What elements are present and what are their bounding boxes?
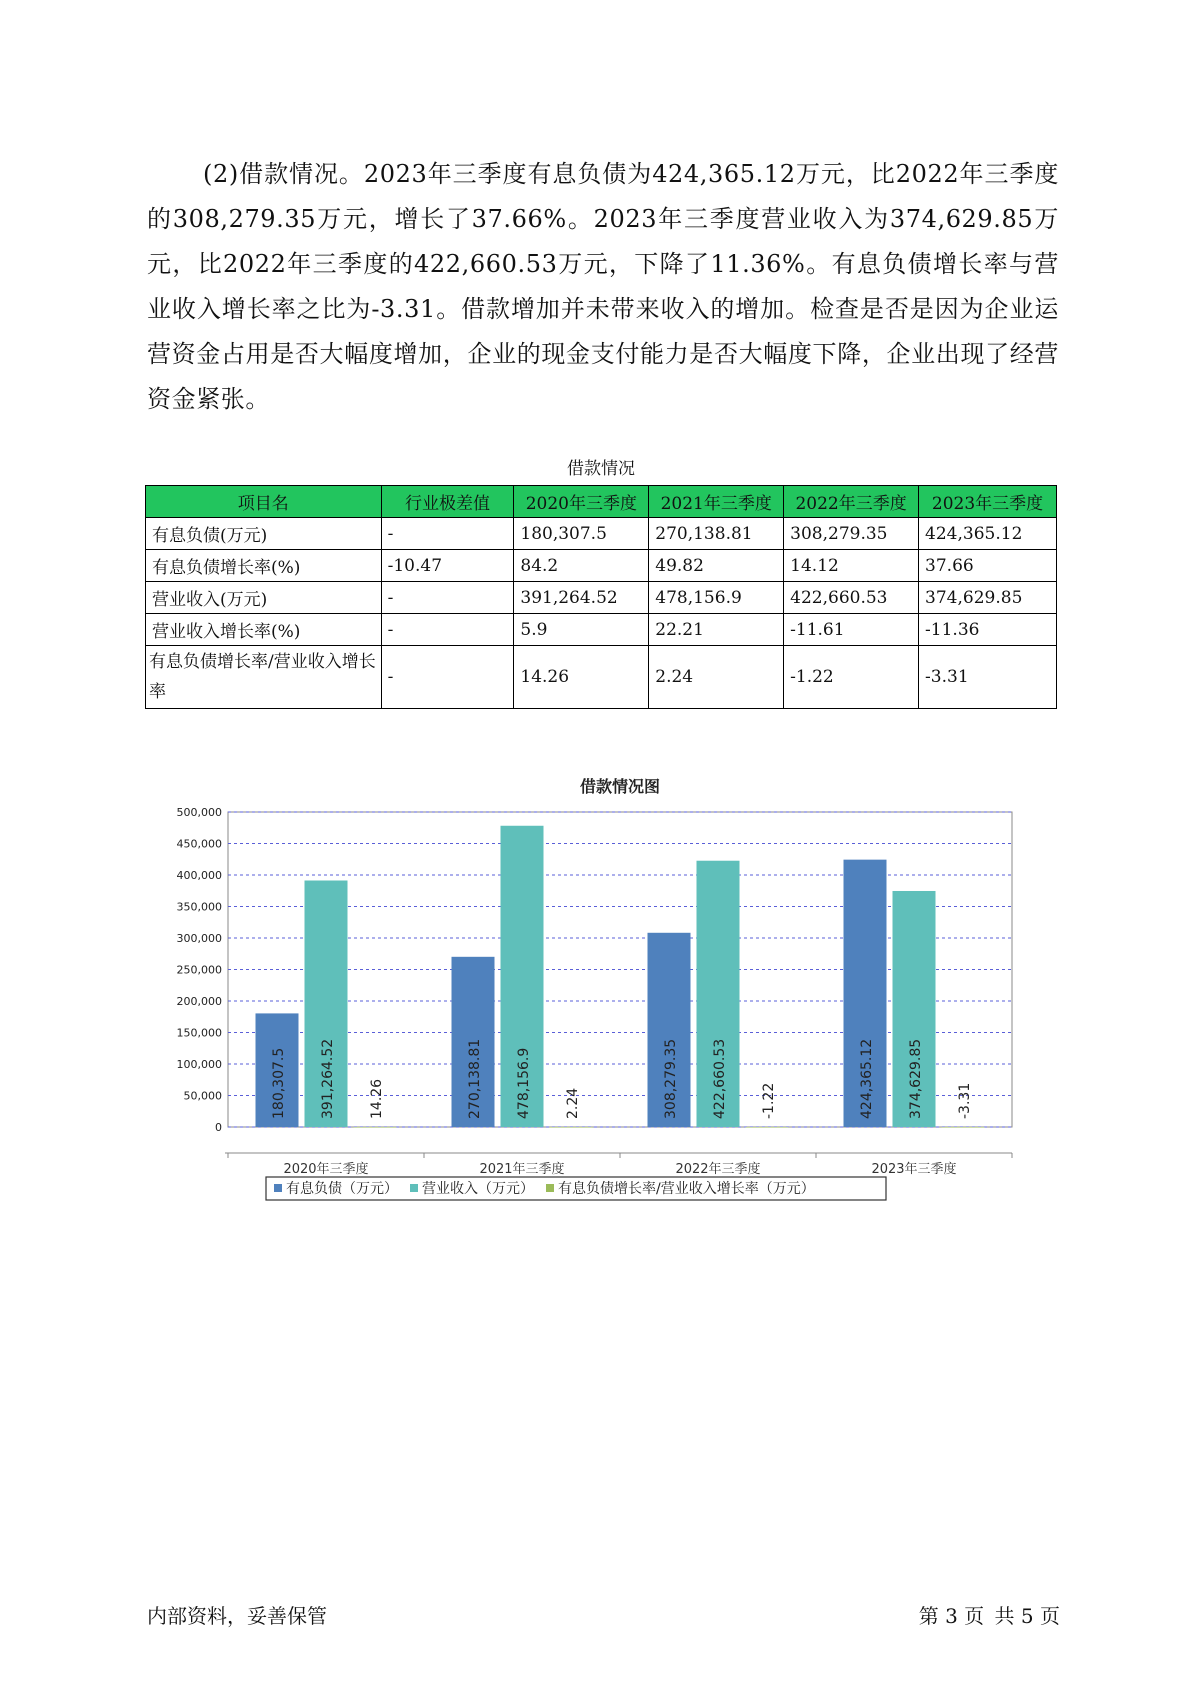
y-tick-label: 500,000 (176, 806, 222, 819)
y-tick-label: 350,000 (176, 900, 222, 914)
table-cell: 22.21 (649, 614, 784, 646)
bar (942, 1127, 985, 1128)
x-tick-label: 2023年三季度 (871, 1162, 957, 1177)
page-number: 第 3 页 (918, 1604, 985, 1628)
table-row (146, 550, 1057, 582)
table-cell: 有息负债增长率(%) (146, 550, 382, 582)
x-tick-label: 2022年三季度 (675, 1162, 761, 1177)
legend-label: 营业收入（万元） (422, 1181, 534, 1197)
header-cell: 2022年三季度 (784, 486, 919, 518)
table-cell: 49.82 (649, 550, 784, 582)
y-tick-label: 150,000 (176, 1026, 222, 1040)
data-label: -3.31 (957, 1082, 973, 1119)
table-cell: 14.12 (784, 550, 919, 582)
table-cell: 84.2 (514, 550, 649, 582)
header-cell: 行业极差值 (381, 486, 514, 518)
loan-table (145, 485, 1057, 709)
legend-swatch (410, 1184, 418, 1192)
x-tick-label: 2020年三季度 (283, 1162, 369, 1177)
footer-pagination (900, 1600, 1060, 1629)
data-label: 308,279.35 (663, 1038, 679, 1119)
legend-label: 有息负债（万元） (286, 1181, 398, 1197)
header-cell: 2023年三季度 (919, 486, 1057, 518)
table-cell: 391,264.52 (514, 582, 649, 614)
table-cell: 270,138.81 (649, 518, 784, 550)
table-row (146, 614, 1057, 646)
data-label: 424,365.12 (859, 1038, 875, 1119)
table-cell: - (381, 518, 514, 550)
legend-swatch (274, 1184, 282, 1192)
table-header-row (146, 486, 1057, 518)
table-cell: 5.9 (514, 614, 649, 646)
data-label: 14.26 (369, 1078, 385, 1119)
legend-label: 有息负债增长率/营业收入增长率（万元） (558, 1181, 815, 1197)
table-cell: -10.47 (381, 550, 514, 582)
table-cell: 308,279.35 (784, 518, 919, 550)
data-label: -1.22 (761, 1082, 777, 1119)
table-cell: 424,365.12 (919, 518, 1057, 550)
page-total: 共 5 页 (994, 1604, 1060, 1628)
y-tick-label: 100,000 (176, 1058, 222, 1071)
y-tick-label: 250,000 (176, 963, 222, 977)
data-label: 374,629.85 (908, 1038, 924, 1119)
table-cell: 营业收入增长率(%) (146, 614, 382, 646)
loan-chart-svg (150, 770, 1030, 1230)
table-cell: -1.22 (784, 646, 919, 709)
x-tick-label: 2021年三季度 (479, 1162, 565, 1177)
table-cell: - (381, 646, 514, 709)
table-cell: - (381, 582, 514, 614)
data-label: 270,138.81 (467, 1038, 483, 1119)
legend-swatch (546, 1184, 554, 1192)
table-cell: 营业收入(万元) (146, 582, 382, 614)
table-cell: -3.31 (919, 646, 1057, 709)
y-tick-label: 300,000 (176, 932, 222, 945)
data-label: 2.24 (565, 1087, 581, 1119)
y-tick-label: 450,000 (176, 837, 222, 851)
table-cell: 374,629.85 (919, 582, 1057, 614)
chart-title: 借款情况图 (579, 777, 661, 796)
table-cell: 37.66 (919, 550, 1057, 582)
table-cell: 478,156.9 (649, 582, 784, 614)
table-cell: - (381, 614, 514, 646)
y-tick-label: 200,000 (176, 995, 222, 1008)
table-cell: 有息负债增长率/营业收入增长率 (146, 646, 382, 709)
header-cell: 2021年三季度 (649, 486, 784, 518)
body-paragraph: (2)借款情况。2023年三季度有息负债为424,365.12万元，比2022年三季度的308,279.35万元，增长了37.66%。2023年三季度营业收入为374,629.85万元，比2022年三季度的422,660.53万元，下降了11.36%。有息负债增长率与营业收入增长率之比为-3.31。借款增加并未带来收入的增加。检查是否是因为企业运营资金占用是否大幅度增加，企业的现金支付能力是否大幅度下降，企业出现了经营资金紧张。 (147, 160, 1059, 413)
data-label: 422,660.53 (712, 1038, 728, 1119)
footer-confidential: 内部资料，妥善保管 (147, 1604, 327, 1628)
table-row (146, 646, 1057, 709)
data-label: 391,264.52 (320, 1038, 336, 1119)
table-cell: 有息负债(万元) (146, 518, 382, 550)
bar (354, 1127, 397, 1128)
y-tick-label: 0 (215, 1121, 222, 1134)
table-cell: 422,660.53 (784, 582, 919, 614)
header-cell: 项目名 (146, 486, 382, 518)
header-cell: 2020年三季度 (514, 486, 649, 518)
table-cell: -11.36 (919, 614, 1057, 646)
data-label: 180,307.5 (271, 1047, 287, 1119)
table-cell: 180,307.5 (514, 518, 649, 550)
table-cell: 14.26 (514, 646, 649, 709)
data-label: 478,156.9 (516, 1047, 532, 1119)
table-row (146, 582, 1057, 614)
loan-chart (150, 770, 1030, 1230)
table-cell: 2.24 (649, 646, 784, 709)
table-cell: -11.61 (784, 614, 919, 646)
table-caption: 借款情况 (567, 459, 635, 479)
table-row (146, 518, 1057, 550)
y-tick-label: 50,000 (183, 1089, 222, 1103)
bar (550, 1127, 593, 1128)
y-tick-label: 400,000 (176, 869, 222, 882)
bar (746, 1127, 789, 1128)
